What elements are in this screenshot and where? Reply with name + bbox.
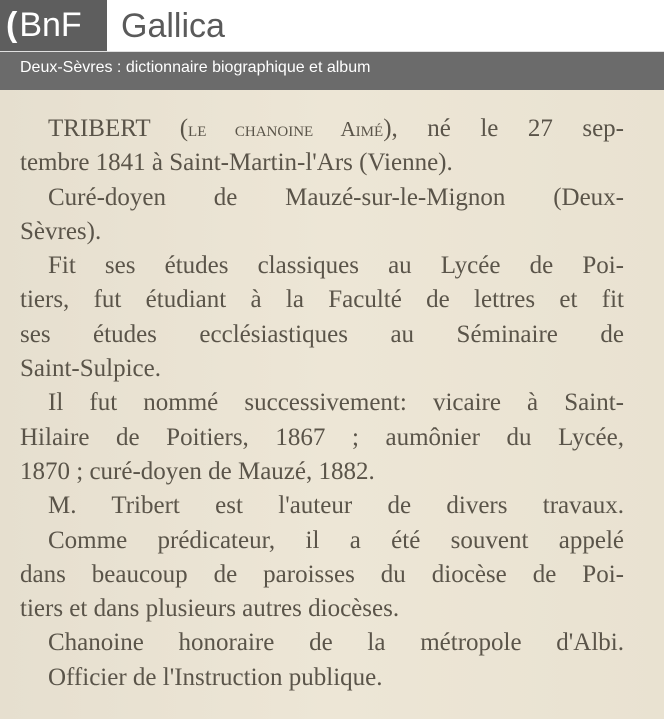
site-header [0, 0, 664, 52]
bnf-logo-bracket: ( [6, 6, 18, 44]
text-line: tembre 1841 à Saint-Martin-l'Ars (Vienne). [20, 149, 453, 177]
entry-title: le chanoine Aimé [188, 117, 384, 141]
text-fragment: ( [150, 115, 189, 142]
text-line: Il fut nommé successivement: vicaire à Saint- [48, 389, 624, 417]
page-text [20, 112, 624, 695]
text-line: Sèvres). [20, 217, 102, 245]
bnf-logo-text: BnF [19, 6, 82, 44]
text-line: Fit ses études classiques au Lycée de Poi- [48, 252, 624, 280]
text-line: Curé-doyen de Mauzé-sur-le-Mignon (Deux- [48, 183, 624, 211]
text-line: Chanoine honoraire de la métropole d'Albi. [48, 629, 624, 657]
text-line: dans beaucoup de paroisses du diocèse de Poi- [20, 560, 624, 588]
bnf-logo[interactable] [0, 0, 107, 51]
paragraph-6 [20, 524, 624, 627]
scanned-page [0, 90, 664, 719]
paragraph-3 [20, 249, 624, 386]
paragraph-1 [20, 112, 624, 181]
text-line: M. Tribert est l'auteur de divers travaux. [48, 492, 624, 520]
text-line: tiers, fut étudiant à la Faculté de lettres et fit [20, 286, 624, 314]
text-fragment: ), né le 27 sep- [383, 115, 625, 142]
text-line: Comme prédicateur, il a été souvent appelé [48, 526, 624, 554]
gallica-title[interactable]: Gallica [121, 7, 225, 45]
paragraph-5 [20, 489, 624, 523]
text-line [20, 112, 624, 146]
entry-name: TRIBERT [48, 115, 151, 142]
text-line: Hilaire de Poitiers, 1867 ; aumônier du Lycée, [20, 423, 624, 451]
paragraph-8 [20, 661, 624, 695]
text-line: Saint-Sulpice. [20, 355, 161, 383]
text-line: tiers et dans plusieurs autres diocèses. [20, 595, 400, 623]
paragraph-4 [20, 386, 624, 489]
document-title-bar [0, 52, 664, 90]
paragraph-2 [20, 181, 624, 250]
text-line: ses études ecclésiastiques au Séminaire de [20, 320, 624, 348]
text-line: 1870 ; curé-doyen de Mauzé, 1882. [20, 457, 375, 485]
paragraph-7 [20, 626, 624, 660]
text-line: Officier de l'Instruction publique. [48, 663, 383, 691]
document-title: Deux-Sèvres : dictionnaire biographique et album [20, 59, 371, 76]
